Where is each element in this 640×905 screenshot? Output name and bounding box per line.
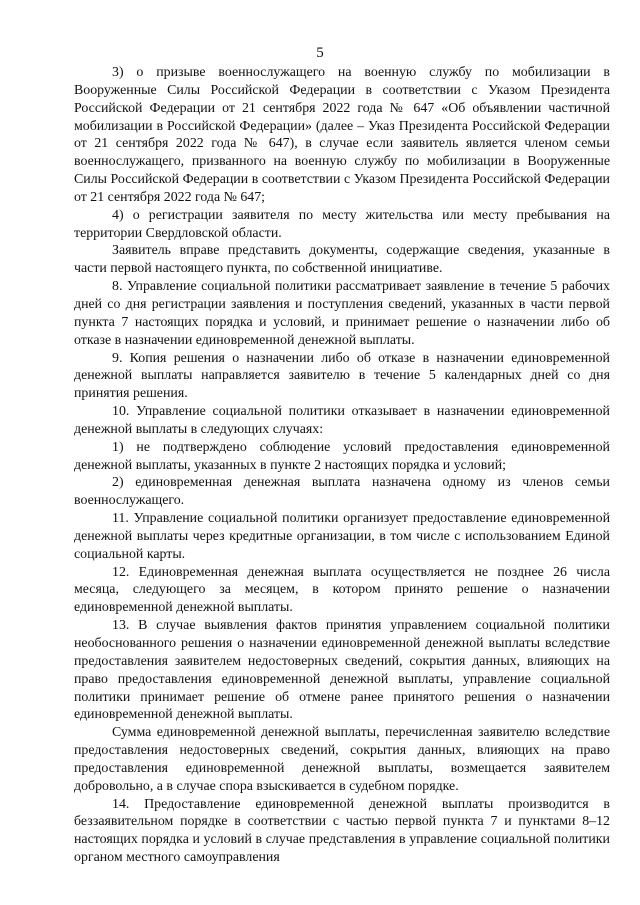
paragraph-item-11: 11. Управление социальной политики организует предоставление единовременной денежной выплаты через кредитные организации, в том числе с использованием Единой социальной карты. — [74, 511, 610, 562]
paragraph-item-10-case-1: 1) не подтверждено соблюдение условий предоставления единовременной денежной выплаты, указанных в пункте 2 настоящих порядка и условий; — [74, 439, 610, 473]
paragraph-clause-4: 4) о регистрации заявителя по месту жительства или месту пребывания на территории Свердловской области. — [74, 207, 610, 241]
paragraph-item-10: 10. Управление социальной политики отказывает в назначении единовременной денежной выплаты в следующих случаях: — [74, 404, 610, 437]
document-body — [74, 64, 610, 867]
paragraph-item-14: 14. Предоставление единовременной денежной выплаты производится в беззаявительном порядке в соответствии с частью первой пункта 7 и пунктами 8–12 настоящих порядка и условий в случае представления в управление социальной политики органом местного самоуправления — [74, 796, 610, 866]
page-number: 5 — [316, 45, 324, 61]
paragraph-own-initiative: Заявитель вправе представить документы, содержащие сведения, указанные в части первой настоящего пункта, по собственной инициативе. — [74, 243, 610, 277]
paragraph-item-10-case-2: 2) единовременная денежная выплата назначена одному из членов семьи военнослужащего. — [74, 475, 610, 509]
paragraph-item-12: 12. Единовременная денежная выплата осуществляется не позднее 26 числа месяца, следующего за месяцем, в котором принято решение о назначении единовременной денежной выплаты. — [74, 564, 610, 616]
paragraph-item-8: 8. Управление социальной политики рассматривает заявление в течение 5 рабочих дней со дня регистрации заявления и поступления сведений, указанных в части первой пункта 7 настоящих порядка и условий, и принимает решение о назначении либо об отказе в назначении единовременной денежной выплаты. — [74, 279, 610, 348]
paragraph-clause-3: 3) о призыве военнослужащего на военную службу по мобилизации в Вооруженные Силы Российской Федерации в соответствии с Указом Президента Российской Федерации от 21 сентября 2022 года № 647 «Об объявлении частичной мобилизации в Российской Федерации» (далее – Указ Президента Российской Федерации от 21 сентября 2022 года № 647), в случае если заявитель является членом семьи военнослужащего, призванного на военную службу по мобилизации в Вооруженные Силы Российской Федерации в соответствии с Указом Президента Российской Федерации от 21 сентября 2022 года № 647; — [74, 65, 610, 205]
paragraph-item-13: 13. В случае выявления фактов принятия управлением социальной политики необоснованного решения о назначении единовременной денежной выплаты вследствие предоставления заявителем недостоверных сведений, сокрытия данных, влияющих на право предоставления единовременной денежной выплаты, управление социальной политики принимает решение об отмене ранее принятого решения о назначении единовременной денежной выплаты. — [74, 618, 610, 723]
paragraph-item-9: 9. Копия решения о назначении либо об отказе в назначении единовременной денежной выплаты направляется заявителю в течение 5 календарных дней со дня принятия решения. — [74, 350, 610, 402]
paragraph-refund: Сумма единовременной денежной выплаты, перечисленная заявителю вследствие предоставления недостоверных сведений, сокрытия данных, влияющих на право предоставления единовременной денежной выплаты, возмещается заявителем добровольно, а в случае спора взыскивается в судебном порядке. — [74, 725, 610, 794]
